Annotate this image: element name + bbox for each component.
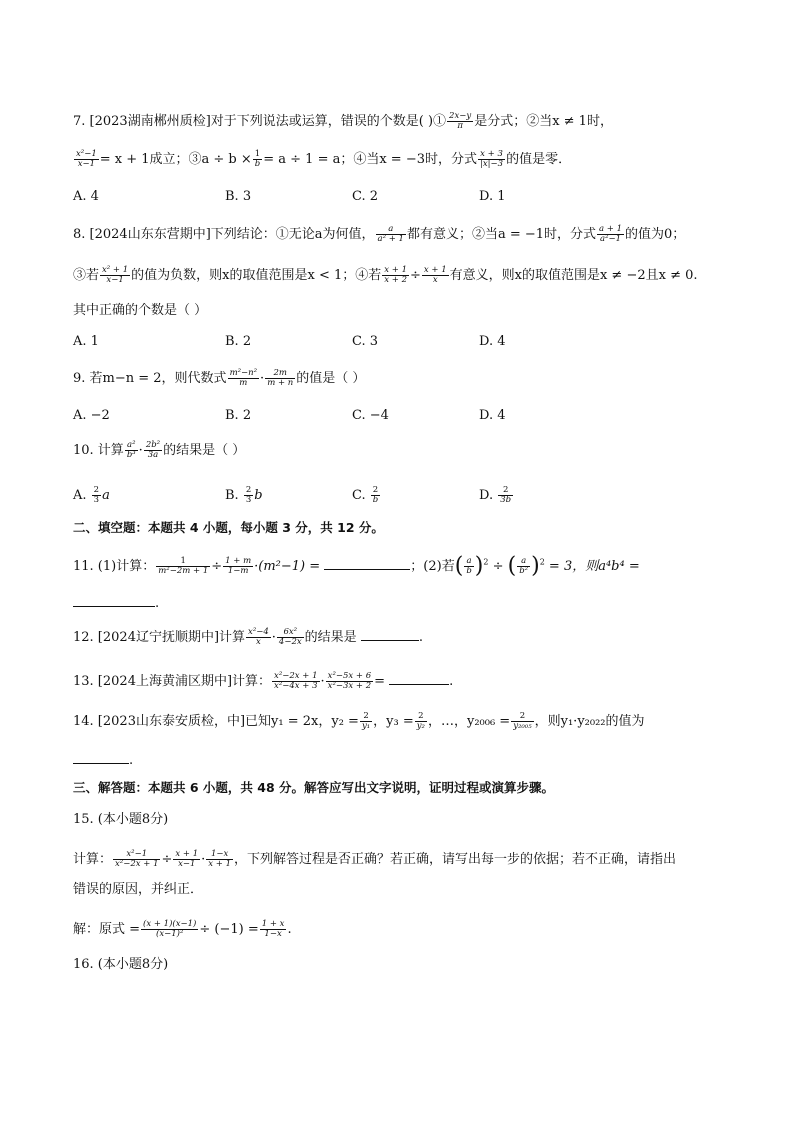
q12-answer-blank[interactable]: [361, 639, 419, 641]
q9-option-c: C. −4: [352, 408, 389, 423]
q8-fraction-3: $\frac{\text{x² + 1}}{x-1}$: [102, 265, 129, 285]
q13-fraction-2: $\frac{\text{x²−5x + 6}}{\text{x²−3x + 2}}$: [327, 671, 372, 691]
q8-option-c: C. 3: [352, 334, 379, 349]
q9-option-a: A. −2: [73, 408, 110, 423]
q10-option-d: D. $\frac{2}{3b}$: [479, 485, 512, 505]
q8-line-2: ③若 $\frac{\text{x² + 1}}{x-1}$ 的值为负数，则x的取值范围是x < 1；④若 $\frac{x + 1}{x + 2}$ ÷ $\frac{x + 1}{x}$ 有意义，则x的取值范围是x ≠ −2且x ≠ 0.: [73, 265, 698, 285]
q13-answer-blank[interactable]: [389, 683, 449, 685]
q14-line-2: .: [73, 754, 133, 767]
q15-solution-fraction-2: $\frac{1 + x}{1-x}$: [261, 919, 285, 939]
q7-fraction-3: $\frac{1}{b}$: [254, 149, 261, 169]
q8-option-d: D. 4: [479, 334, 506, 349]
q14-fraction-1: $\frac{2}{\text{y₁}}$: [361, 711, 371, 731]
q9-fraction-2: $\frac{2m}{m + n}$: [267, 368, 294, 388]
q15-solution-fraction-1: $\frac{(x + 1)(x-1)}{\text{(x−1)²}}$: [143, 919, 197, 939]
q8-option-b: B. 2: [225, 334, 252, 349]
section-solution-heading: 三、解答题：本题共 6 小题，共 48 分。解答应写出文字说明，证明过程或演算步骤。: [73, 780, 555, 795]
q14-fraction-2: $\frac{2}{\text{y₂}}$: [416, 711, 425, 731]
q12-line-1: 12. [2024辽宁抚顺期中]计算 $\frac{\text{x²−4}}{x}$ · $\frac{\text{6x²}}{4-2x}$ 的结果是 .: [73, 627, 423, 647]
q11-fraction-2: $\frac{1 + m}{1-m}$: [225, 556, 252, 576]
q11-fraction-1: $\frac{1}{\text{m²−2m + 1}}$: [158, 556, 209, 576]
q7-line-2: $\frac{\text{x²−1}}{x-1}$ = x + 1成立；③a ÷ b × $\frac{1}{b}$ = a ÷ 1 = a；④当x = −3时，分式 $\frac{x + 3}{|x|-3}$ 的值是零．: [76, 149, 572, 169]
q11-fraction-4: $\frac{a}{\text{b²}}$: [519, 556, 529, 576]
q15-line-2: 错误的原因，并纠正．: [73, 882, 204, 897]
q7-line-1: 7. [2023湖南郴州质检]对于下列说法或运算，错误的个数是( )① $\frac{2x-y}{\pi}$ 是分式；②当x ≠ 1时，: [73, 111, 613, 131]
q7-option-a: A. 4: [73, 189, 99, 204]
q15-fraction-1: $\frac{\text{x²−1}}{\text{x²−2x + 1}}$: [115, 849, 159, 869]
q11-line-2: .: [73, 597, 159, 610]
q13-fraction-1: $\frac{\text{x²−2x + 1}}{\text{x²−4x + 3}}$: [274, 671, 318, 691]
q7-option-b: B. 3: [225, 189, 252, 204]
q14-line-1: 14. [2023山东泰安质检，中]已知y₁ = 2x，y₂ = $\frac{2}{\text{y₁}}$ ，y₃ = $\frac{2}{\text{y₂}}$ ，…，y₂₀₀₆ = $\frac{2}{\text{y₂₀₀₅}}$ ，则y₁·y₂₀₂₂的值为: [73, 711, 645, 731]
q10-option-a: A. $\frac{2}{3}$ a: [73, 485, 110, 505]
q7-option-d: D. 1: [479, 189, 506, 204]
q11-fraction-3: $\frac{a}{b}$: [466, 556, 472, 576]
q8-line-3: 其中正确的个数是（ ）: [73, 303, 208, 318]
q8-option-a: A. 1: [73, 334, 99, 349]
q15-title: 15. (本小题8分): [73, 812, 169, 827]
q10-option-b: B. $\frac{2}{3}$ b: [225, 485, 263, 505]
q10-option-c: C. $\frac{2}{b}$: [352, 485, 379, 505]
q16-title: 16. (本小题8分): [73, 957, 169, 972]
q9-fraction-1: $\frac{\text{m²−n²}}{m}$: [229, 368, 258, 388]
q9-option-d: D. 4: [479, 408, 506, 423]
q7-fraction-1: $\frac{2x-y}{\pi}$: [449, 111, 472, 131]
q10-fraction-1: $\frac{\text{a²}}{\text{b³}}$: [126, 440, 136, 460]
q12-fraction-1: $\frac{\text{x²−4}}{x}$: [248, 627, 269, 647]
q14-fraction-3: $\frac{2}{\text{y₂₀₀₅}}$: [513, 711, 532, 731]
q11-answer-blank-2[interactable]: [73, 605, 155, 607]
q8-fraction-2: $\frac{a + 1}{\text{a²−1}}$: [599, 224, 623, 244]
q11-line-1: 11. (1)计算： $\frac{1}{\text{m²−2m + 1}}$ ÷ $\frac{1 + m}{1-m}$ ·(m²−1) = ；(2)若( $\frac{a}{b}$ )$^2$ ÷ ( $\frac{a}{\text{b²}}$ )$^2$ = 3，则a⁴b⁴ =: [73, 553, 640, 579]
q15-line-1: 计算： $\frac{\text{x²−1}}{\text{x²−2x + 1}}$ ÷ $\frac{x + 1}{x-1}$ · $\frac{1-x}{x + 1}$ ，下列解答过程是否正确？若正确，请写出每一步的依据；若不正确，请指出: [73, 849, 677, 869]
q10-line-1: 10. 计算 $\frac{\text{a²}}{\text{b³}}$ · $\frac{\text{2b²}}{3a}$ 的结果是（ ）: [73, 440, 246, 460]
q9-line-1: 9. 若m−n = 2，则代数式 $\frac{\text{m²−n²}}{m}$ · $\frac{2m}{m + n}$ 的值是（ ）: [73, 368, 366, 388]
q14-answer-blank[interactable]: [73, 762, 129, 764]
q7-option-c: C. 2: [352, 189, 379, 204]
q8-fraction-5: $\frac{x + 1}{x}$: [423, 265, 447, 285]
q7-fraction-2: $\frac{\text{x²−1}}{x-1}$: [76, 149, 97, 169]
q15-fraction-3: $\frac{1-x}{x + 1}$: [208, 849, 231, 869]
q13-line-1: 13. [2024上海黄浦区期中]计算： $\frac{\text{x²−2x + 1}}{\text{x²−4x + 3}}$ · $\frac{\text{x²−5x + 6}}{\text{x²−3x + 2}}$ = .: [73, 671, 454, 691]
q12-fraction-2: $\frac{\text{6x²}}{4-2x}$: [278, 627, 302, 647]
section-fill-in-heading: 二、填空题：本题共 4 小题，每小题 3 分，共 12 分。: [73, 520, 384, 535]
q9-option-b: B. 2: [225, 408, 252, 423]
q8-fraction-4: $\frac{x + 1}{x + 2}$: [384, 265, 407, 285]
q8-line-1: 8. [2024山东东营期中]下列结论：①无论a为何值， $\frac{a}{\text{a² + 1}}$ 都有意义；②当a = −1时，分式 $\frac{a + 1}{\text{a²−1}}$ 的值为0；: [73, 224, 686, 244]
q10-fraction-2: $\frac{\text{2b²}}{3a}$: [145, 440, 161, 460]
q15-fraction-2: $\frac{x + 1}{x-1}$: [175, 849, 199, 869]
q15-solution-line: 解：原式 = $\frac{(x + 1)(x-1)}{\text{(x−1)²}}$ ÷ (−1) = $\frac{1 + x}{1-x}$ .: [73, 919, 292, 939]
q11-answer-blank-1[interactable]: [324, 568, 410, 570]
q8-fraction-1: $\frac{a}{\text{a² + 1}}$: [377, 224, 404, 244]
q7-fraction-4: $\frac{x + 3}{|x|-3}$: [480, 149, 504, 169]
